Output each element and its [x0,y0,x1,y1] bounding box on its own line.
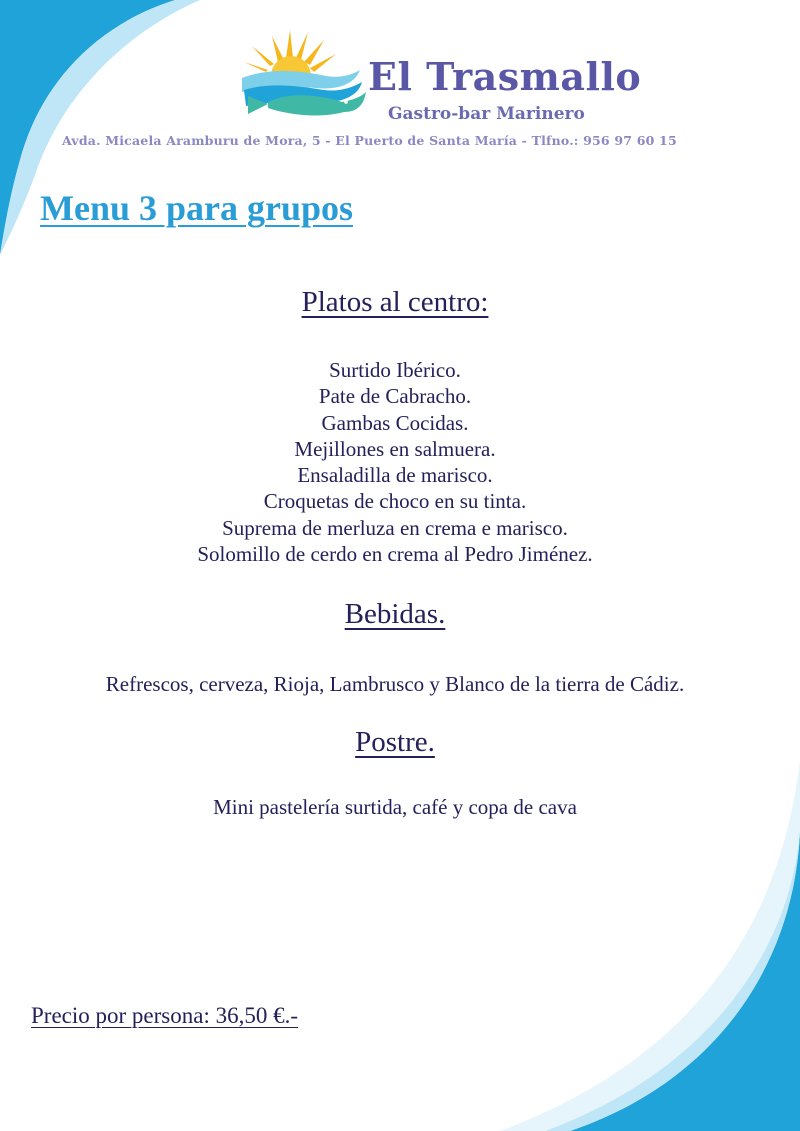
list-item: Pate de Cabracho. [318,384,472,409]
postre-text: Mini pastelería surtida, café y copa de cava [213,795,577,819]
section-heading-platos: Platos al centro: [301,286,489,318]
bebidas-text: Refrescos, cerveza, Rioja, Lambrusco y Blanco de la tierra de Cádiz. [105,672,685,696]
platos-list [0,357,790,567]
list-item: Croquetas de choco en su tinta. [263,489,527,514]
list-item: Mejillones en salmuera. [294,436,496,461]
brand-name: El Trasmallo [368,54,642,99]
brand-subtitle: Gastro-bar Marinero [388,104,585,124]
sun-over-waves-fish-logo [238,20,368,120]
section-heading-bebidas: Bebidas. [344,598,446,630]
address-line: Avda. Micaela Aramburu de Mora, 5 - El Puerto de Santa María - Tlfno.: 956 97 60 15 [62,133,677,148]
list-item: Gambas Cocidas. [321,410,469,435]
menu-title: Menu 3 para grupos [40,188,354,228]
section-heading-postre: Postre. [355,726,435,758]
list-item: Ensaladilla de marisco. [297,463,493,488]
list-item: Suprema de merluza en crema e marisco. [222,515,568,540]
list-item: Solomillo de cerdo en crema al Pedro Jiménez. [197,542,593,567]
list-item: Surtido Ibérico. [329,358,461,382]
price-per-person: Precio por persona: 36,50 €.- [31,1003,298,1028]
